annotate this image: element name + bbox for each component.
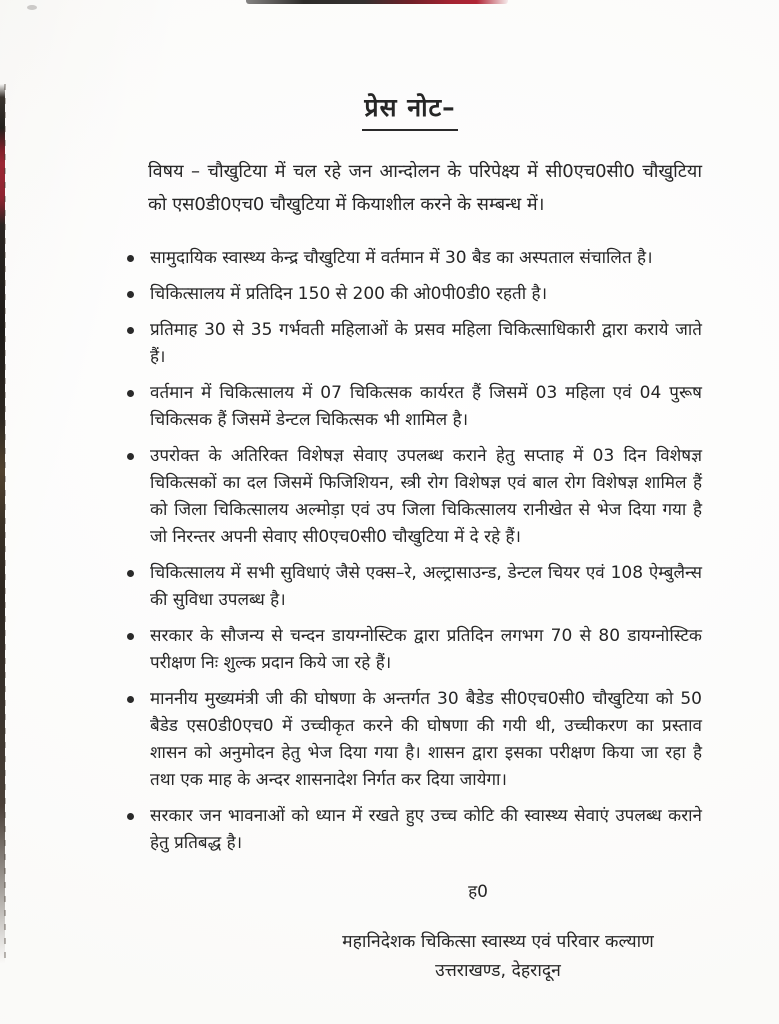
page-title-text: प्रेस नोट–	[362, 90, 457, 131]
bullet-item-2: चिकित्सालय में प्रतिदिन 150 से 200 की ओ0पी0डी0 रहती है।	[118, 281, 702, 308]
signatory-location: उत्तराखण्ड, देहरादून	[435, 961, 561, 981]
bullet-list	[118, 245, 702, 857]
bullet-item-4: वर्तमान में चिकित्सालय में 07 चिकित्सक कार्यरत हैं जिसमें 03 महिला एवं 04 पुरूष चिकित्सक हैं जिसमें डेन्टल चिकित्सक भी शामिल है।	[118, 380, 702, 434]
scan-torn-left-edge	[0, 84, 5, 964]
bullet-item-5: उपरोक्त के अतिरिक्त विशेषज्ञ सेवाए उपलब्ध कराने हेतु सप्ताह में 03 दिन विशेषज्ञ चिकित्सकों का दल जिसमें फिजिशियन, स्त्री रोग विशेषज्ञ एवं बाल रोग विशेषज्ञ शामिल हैं को जिला चिकित्सालय अल्मोड़ा एवं उप जिला चिकित्सालय रानीखेत से भेज दिया गया है जो निरन्तर अपनी सेवाए सी0एच0सी0 चौखुटिया में दे रहे हैं।	[118, 443, 702, 551]
bullet-item-9: सरकार जन भावनाओं को ध्यान में रखते हुए उच्च कोटि की स्वास्थ्य सेवाएं उपलब्ध कराने हेतु प्रतिबद्ध है।	[118, 803, 702, 857]
bullet-item-1: सामुदायिक स्वास्थ्य केन्द्र चौखुटिया में वर्तमान में 30 बैड का अस्पताल संचालित है।	[118, 245, 702, 272]
document-content	[118, 0, 702, 986]
signatory-block	[206, 928, 779, 986]
signature-initial: ह0	[468, 882, 488, 902]
scan-speckle	[27, 5, 37, 10]
bullet-item-3: प्रतिमाह 30 से 35 गर्भवती महिलाओं के प्रसव महिला चिकित्साधिकारी द्वारा कराये जाते हैं।	[118, 317, 702, 371]
bullet-item-6: चिकित्सालय में सभी सुविधाएं जैसे एक्स–रे, अल्ट्रासाउन्ड, डेन्टल चियर एवं 108 ऐम्बुलैन्स की सुविधा उपलब्ध है।	[118, 560, 702, 614]
signatory-title: महानिदेशक चिकित्सा स्वास्थ्य एवं परिवार कल्याण	[342, 932, 654, 952]
subject-line: विषय – चौखुटिया में चल रहे जन आन्दोलन के परिपेक्ष्य में सी0एच0सी0 चौखुटिया को एस0डी0एच0 चौखुटिया में कियाशील करने के सम्बन्ध में।	[148, 161, 702, 215]
bullet-item-8: माननीय मुख्यमंत्री जी की घोषणा के अन्तर्गत 30 बैडेड सी0एच0सी0 चौखुटिया को 50 बैडेड एस0डी0एच0 में उच्चीकृत करने की घोषणा की गयी थी, उच्चीकरण का प्रस्ताव शासन को अनुमोदन हेतु भेज दिया गया है। शासन द्वारा इसका परीक्षण किया जा रहा है तथा एक माह के अन्दर शासनादेश निर्गत कर दिया जायेगा।	[118, 686, 702, 794]
page-title	[118, 90, 702, 131]
bullet-item-7: सरकार के सौजन्य से चन्दन डायग्नोस्टिक द्वारा प्रतिदिन लगभग 70 से 80 डायग्नोस्टिक परीक्षण निः शुल्क प्रदान किये जा रहे हैं।	[118, 623, 702, 677]
